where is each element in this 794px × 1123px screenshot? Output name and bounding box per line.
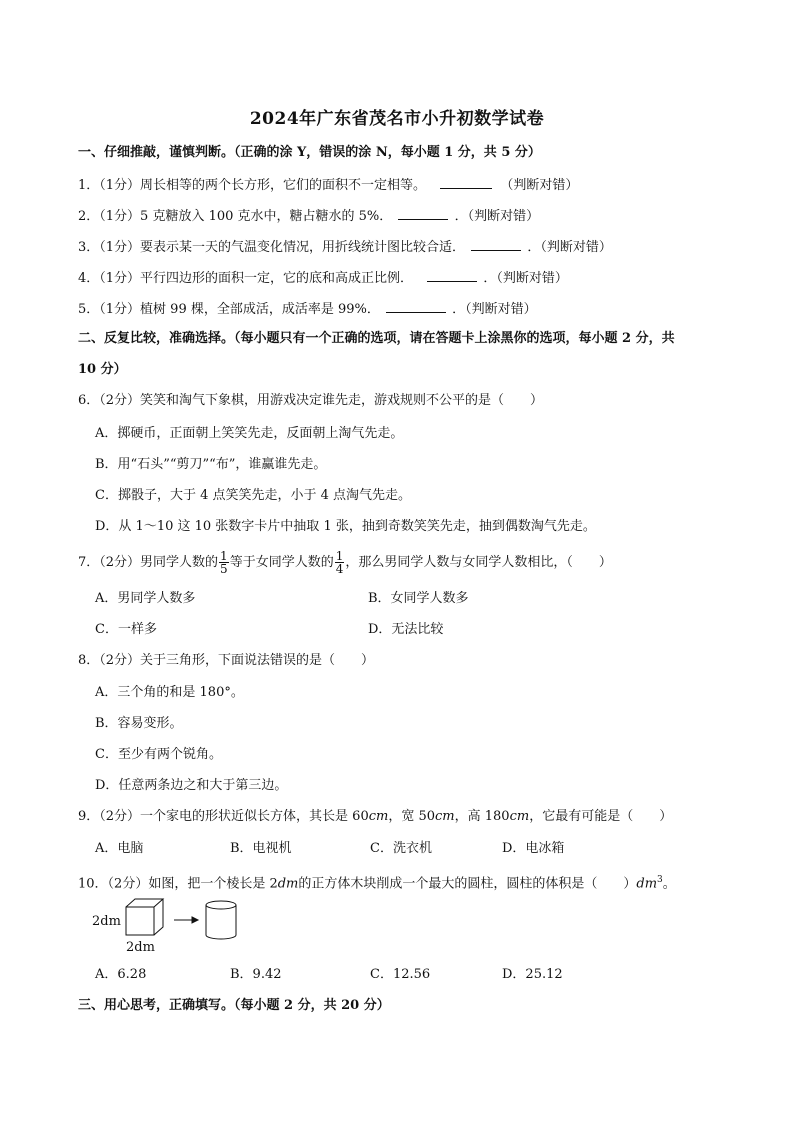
arrow-right-icon (174, 917, 198, 923)
q8-option-c[interactable]: C．至少有两个锐角。 (95, 747, 222, 762)
q7-stem-part-a: 7．（2分）男同学人数的 (78, 555, 219, 570)
cube-width-label: 2dm (126, 940, 155, 955)
fraction-one-fifth (219, 550, 229, 575)
cube-height-label: 2dm (92, 914, 121, 929)
q9-stem-part-d: ，它最有可能是（ ） (529, 809, 673, 824)
q10-option-d[interactable]: D．25.12 (502, 967, 563, 982)
q8-option-b[interactable]: B．容易变形。 (95, 716, 183, 731)
q7-stem-part-c: ，那么男同学人数与女同学人数相比，（ ） (345, 555, 612, 570)
question-5-suffix: ．（判断对错） (452, 302, 537, 317)
question-4-stem: 4．（1分）平行四边形的面积一定，它的底和高成正比例． (78, 271, 414, 286)
question-5-stem: 5．（1分）植树 99 棵，全部成活，成活率是 99%． (78, 302, 380, 317)
unit-cm: cm (509, 809, 530, 824)
q7-option-c[interactable]: C．一样多 (95, 622, 157, 637)
q10-stem-part-b: 的正方体木块削成一个最大的圆柱，圆柱的体积是（ ） (298, 876, 637, 892)
q9-stem-part-b: ，宽 50 (388, 809, 436, 824)
question-2 (78, 206, 539, 226)
q9-option-d[interactable]: D．电冰箱 (502, 841, 565, 856)
q10-option-b[interactable]: B．9.42 (230, 967, 282, 982)
question-3-suffix: ．（判断对错） (527, 240, 612, 255)
question-3 (78, 237, 612, 257)
question-8-stem: 8．（2分）关于三角形，下面说法错误的是（ ） (78, 653, 375, 668)
answer-blank-4[interactable] (427, 268, 477, 282)
question-1-stem: 1．（1分）周长相等的两个长方形，它们的面积不一定相等。 (78, 178, 427, 193)
fraction-one-fourth (335, 550, 345, 575)
q10-option-c[interactable]: C．12.56 (370, 967, 431, 982)
cube-icon (126, 899, 163, 935)
answer-blank-1[interactable] (440, 175, 492, 189)
q7-option-a[interactable]: A．男同学人数多 (95, 591, 196, 606)
question-6-stem: 6．（2分）笑笑和淘气下象棋，用游戏决定谁先走，游戏规则不公平的是（ ） (78, 393, 544, 408)
unit-dm-cubed: dm (636, 876, 658, 892)
figure-drawing (122, 898, 272, 946)
q9-stem-part-c: ，高 180 (454, 809, 510, 824)
answer-blank-2[interactable] (398, 206, 448, 220)
question-7-stem (78, 550, 612, 575)
question-1-suffix: （判断对错） (500, 178, 579, 193)
q7-options-row-2 (95, 621, 444, 639)
question-3-stem: 3．（1分）要表示某一天的气温变化情况，用折线统计图比较合适． (78, 240, 466, 255)
section2-heading-cont: 10 分） (78, 362, 127, 377)
unit-dm: dm (277, 876, 299, 892)
fraction-denominator: 4 (335, 562, 344, 576)
q7-option-b[interactable]: B．女同学人数多 (368, 591, 469, 606)
fraction-denominator: 5 (220, 562, 228, 576)
q7-options-row-1 (95, 590, 469, 608)
question-10-stem (78, 871, 676, 893)
q9-stem-part-a: 9．（2分）一个家电的形状近似长方体，其长是 60 (78, 809, 369, 824)
q10-option-a[interactable]: A．6.28 (95, 967, 147, 982)
question-2-suffix: ．（判断对错） (454, 209, 540, 224)
q6-option-c[interactable]: C．掷骰子，大于 4 点笑笑先走，小于 4 点淘气先走。 (95, 488, 412, 503)
q6-option-b[interactable]: B．用“石头”“剪刀”“布”，谁赢谁先走。 (95, 457, 327, 472)
section3-heading: 三、用心思考，正确填写。（每小题 2 分，共 20 分） (78, 998, 390, 1013)
unit-cm: cm (435, 809, 455, 824)
question-4 (78, 268, 568, 288)
fraction-numerator: 1 (335, 549, 344, 563)
answer-blank-5[interactable] (386, 299, 446, 313)
q6-option-a[interactable]: A．掷硬币，正面朝上笑笑先走，反面朝上淘气先走。 (95, 426, 404, 441)
unit-cm: cm (368, 809, 389, 824)
q7-option-d[interactable]: D．无法比较 (368, 622, 444, 637)
question-9-stem (78, 808, 672, 826)
fraction-numerator: 1 (220, 549, 228, 563)
q7-stem-part-b: 等于女同学人数的 (229, 555, 334, 570)
q9-option-a[interactable]: A．电脑 (95, 841, 144, 856)
q8-option-d[interactable]: D．任意两条边之和大于第三边。 (95, 778, 288, 793)
answer-blank-3[interactable] (471, 237, 521, 251)
exponent: 3 (657, 875, 663, 885)
section1-heading: 一、仔细推敲，谨慎判断。（正确的涂 Y，错误的涂 N，每小题 1 分，共 5 分） (78, 145, 541, 160)
q8-option-a[interactable]: A．三个角的和是 180°。 (95, 685, 244, 700)
q10-stem-part-c: 。 (662, 876, 676, 892)
q9-option-b[interactable]: B．电视机 (230, 841, 292, 856)
question-5 (78, 299, 537, 319)
q10-stem-part-a: 10．（2分）如图，把一个棱长是 2 (78, 876, 278, 892)
q9-option-c[interactable]: C．洗衣机 (370, 841, 432, 856)
question-2-stem: 2．（1分）5 克糖放入 100 克水中，糖占糖水的 5%． (78, 209, 393, 224)
q6-option-d[interactable]: D．从 1～10 这 10 张数字卡片中抽取 1 张，抽到奇数笑笑先走，抽到偶数淘气先走。 (95, 519, 596, 534)
page-title: 2024年广东省茂名市小升初数学试卷 (249, 109, 545, 129)
cylinder-icon (206, 901, 236, 939)
question-1 (78, 175, 578, 195)
section2-heading: 二、反复比较，准确选择。（每小题只有一个正确的选项，请在答题卡上涂黑你的选项，每小题 2 分，共 (78, 331, 675, 346)
question-4-suffix: ．（判断对错） (483, 271, 568, 286)
